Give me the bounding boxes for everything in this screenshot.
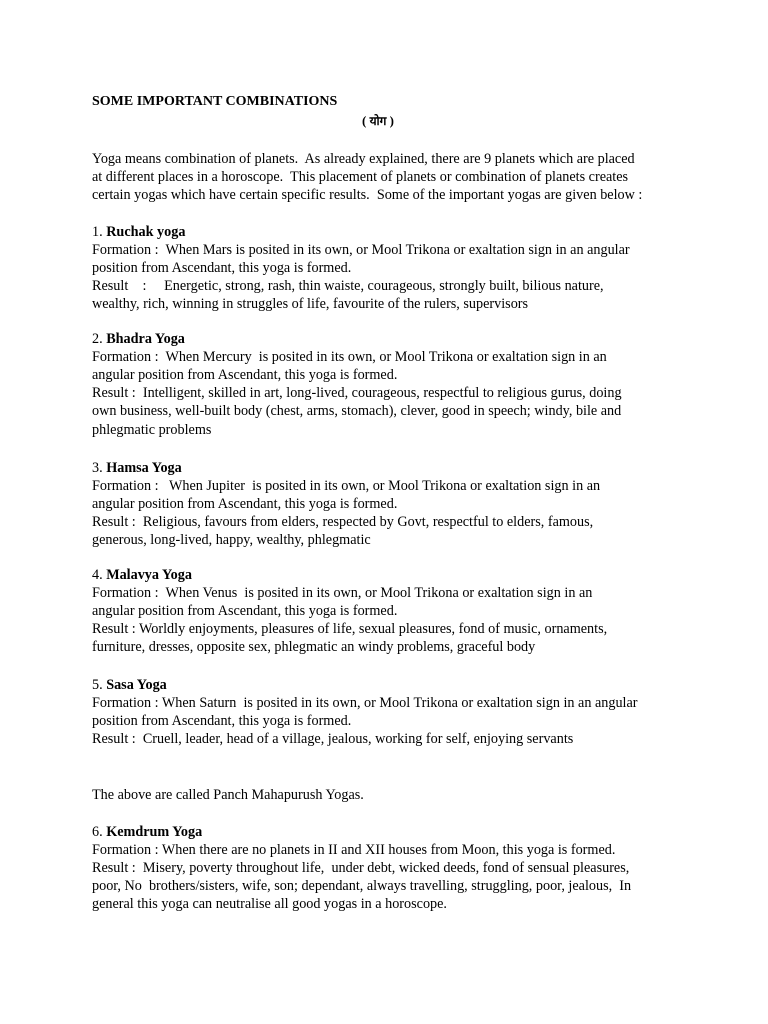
- page-subtitle: [362, 112, 394, 130]
- yoga-line: Result : Worldly enjoyments, pleasures of life, sexual pleasures, fond of music, ornaments,: [92, 621, 608, 637]
- yoga-line: phlegmatic problems: [92, 422, 212, 438]
- intro-line: at different places in a horoscope. This placement of planets or combination of planets creates: [92, 169, 629, 185]
- yoga-heading-kemdrum: [92, 823, 202, 841]
- yoga-line: Result : Intelligent, skilled in art, long-lived, courageous, respectful to religious gurus, doing: [92, 385, 622, 401]
- yoga-heading-sasa: [92, 676, 167, 694]
- yoga-number: 6.: [92, 824, 107, 840]
- subtitle-open-paren: (: [362, 113, 370, 128]
- yoga-line: poor, No brothers/sisters, wife, son; dependant, always travelling, struggling, poor, jealous, In: [92, 878, 632, 894]
- yoga-line: Formation : When Mercury is posited in its own, or Mool Trikona or exaltation sign in an: [92, 349, 607, 365]
- yoga-heading-hamsa: [92, 459, 182, 477]
- yoga-name: Malavya Yoga: [106, 567, 192, 583]
- yoga-name: Kemdrum Yoga: [106, 824, 203, 840]
- page-title: SOME IMPORTANT COMBINATIONS: [92, 94, 338, 109]
- yoga-line: Formation : When Saturn is posited in its own, or Mool Trikona or exaltation sign in an angular: [92, 695, 638, 711]
- yoga-line: Result : Misery, poverty throughout life, under debt, wicked deeds, fond of sensual pleasures,: [92, 860, 630, 876]
- yoga-line: Result : Energetic, strong, rash, thin waiste, courageous, strongly built, bilious nature,: [92, 278, 604, 294]
- yoga-line: angular position from Ascendant, this yoga is formed.: [92, 603, 398, 619]
- yoga-line: angular position from Ascendant, this yoga is formed.: [92, 496, 398, 512]
- yoga-heading-malavya: [92, 566, 192, 584]
- yoga-number: 4.: [92, 567, 107, 583]
- yoga-line: Result : Religious, favours from elders, respected by Govt, respectful to elders, famous,: [92, 514, 594, 530]
- yoga-number: 1.: [92, 224, 107, 240]
- yoga-line: Result : Cruell, leader, head of a village, jealous, working for self, enjoying servants: [92, 731, 574, 747]
- yoga-line: wealthy, rich, winning in struggles of life, favourite of the rulers, supervisors: [92, 296, 529, 312]
- yoga-line: generous, long-lived, happy, wealthy, phlegmatic: [92, 532, 371, 548]
- yoga-number: 3.: [92, 460, 107, 476]
- subtitle-close-paren: ): [386, 113, 395, 128]
- yoga-line: position from Ascendant, this yoga is formed.: [92, 260, 352, 276]
- yoga-line: own business, well-built body (chest, arms, stomach), clever, good in speech; windy, bile and: [92, 403, 622, 419]
- yoga-line: angular position from Ascendant, this yoga is formed.: [92, 367, 398, 383]
- panch-mahapurush-note: The above are called Panch Mahapurush Yogas.: [92, 787, 364, 803]
- intro-line: Yoga means combination of planets. As already explained, there are 9 planets which are placed: [92, 151, 635, 167]
- intro-line: certain yogas which have certain specific results. Some of the important yogas are given below :: [92, 187, 643, 203]
- subtitle-hindi-word: योग: [369, 114, 387, 128]
- yoga-line: Formation : When Jupiter is posited in its own, or Mool Trikona or exaltation sign in an: [92, 478, 601, 494]
- yoga-name: Bhadra Yoga: [106, 331, 185, 347]
- yoga-number: 5.: [92, 677, 107, 693]
- yoga-name: Ruchak yoga: [106, 224, 186, 240]
- yoga-line: general this yoga can neutralise all good yogas in a horoscope.: [92, 896, 447, 912]
- yoga-line: Formation : When there are no planets in II and XII houses from Moon, this yoga is formed.: [92, 842, 616, 858]
- yoga-line: Formation : When Venus is posited in its own, or Mool Trikona or exaltation sign in an: [92, 585, 593, 601]
- yoga-line: furniture, dresses, opposite sex, phlegmatic an windy problems, graceful body: [92, 639, 536, 655]
- yoga-heading-ruchak: [92, 223, 185, 241]
- yoga-line: Formation : When Mars is posited in its own, or Mool Trikona or exaltation sign in an angular: [92, 242, 630, 258]
- yoga-name: Hamsa Yoga: [106, 460, 182, 476]
- yoga-heading-bhadra: [92, 330, 185, 348]
- yoga-line: position from Ascendant, this yoga is formed.: [92, 713, 352, 729]
- yoga-name: Sasa Yoga: [106, 677, 167, 693]
- yoga-number: 2.: [92, 331, 107, 347]
